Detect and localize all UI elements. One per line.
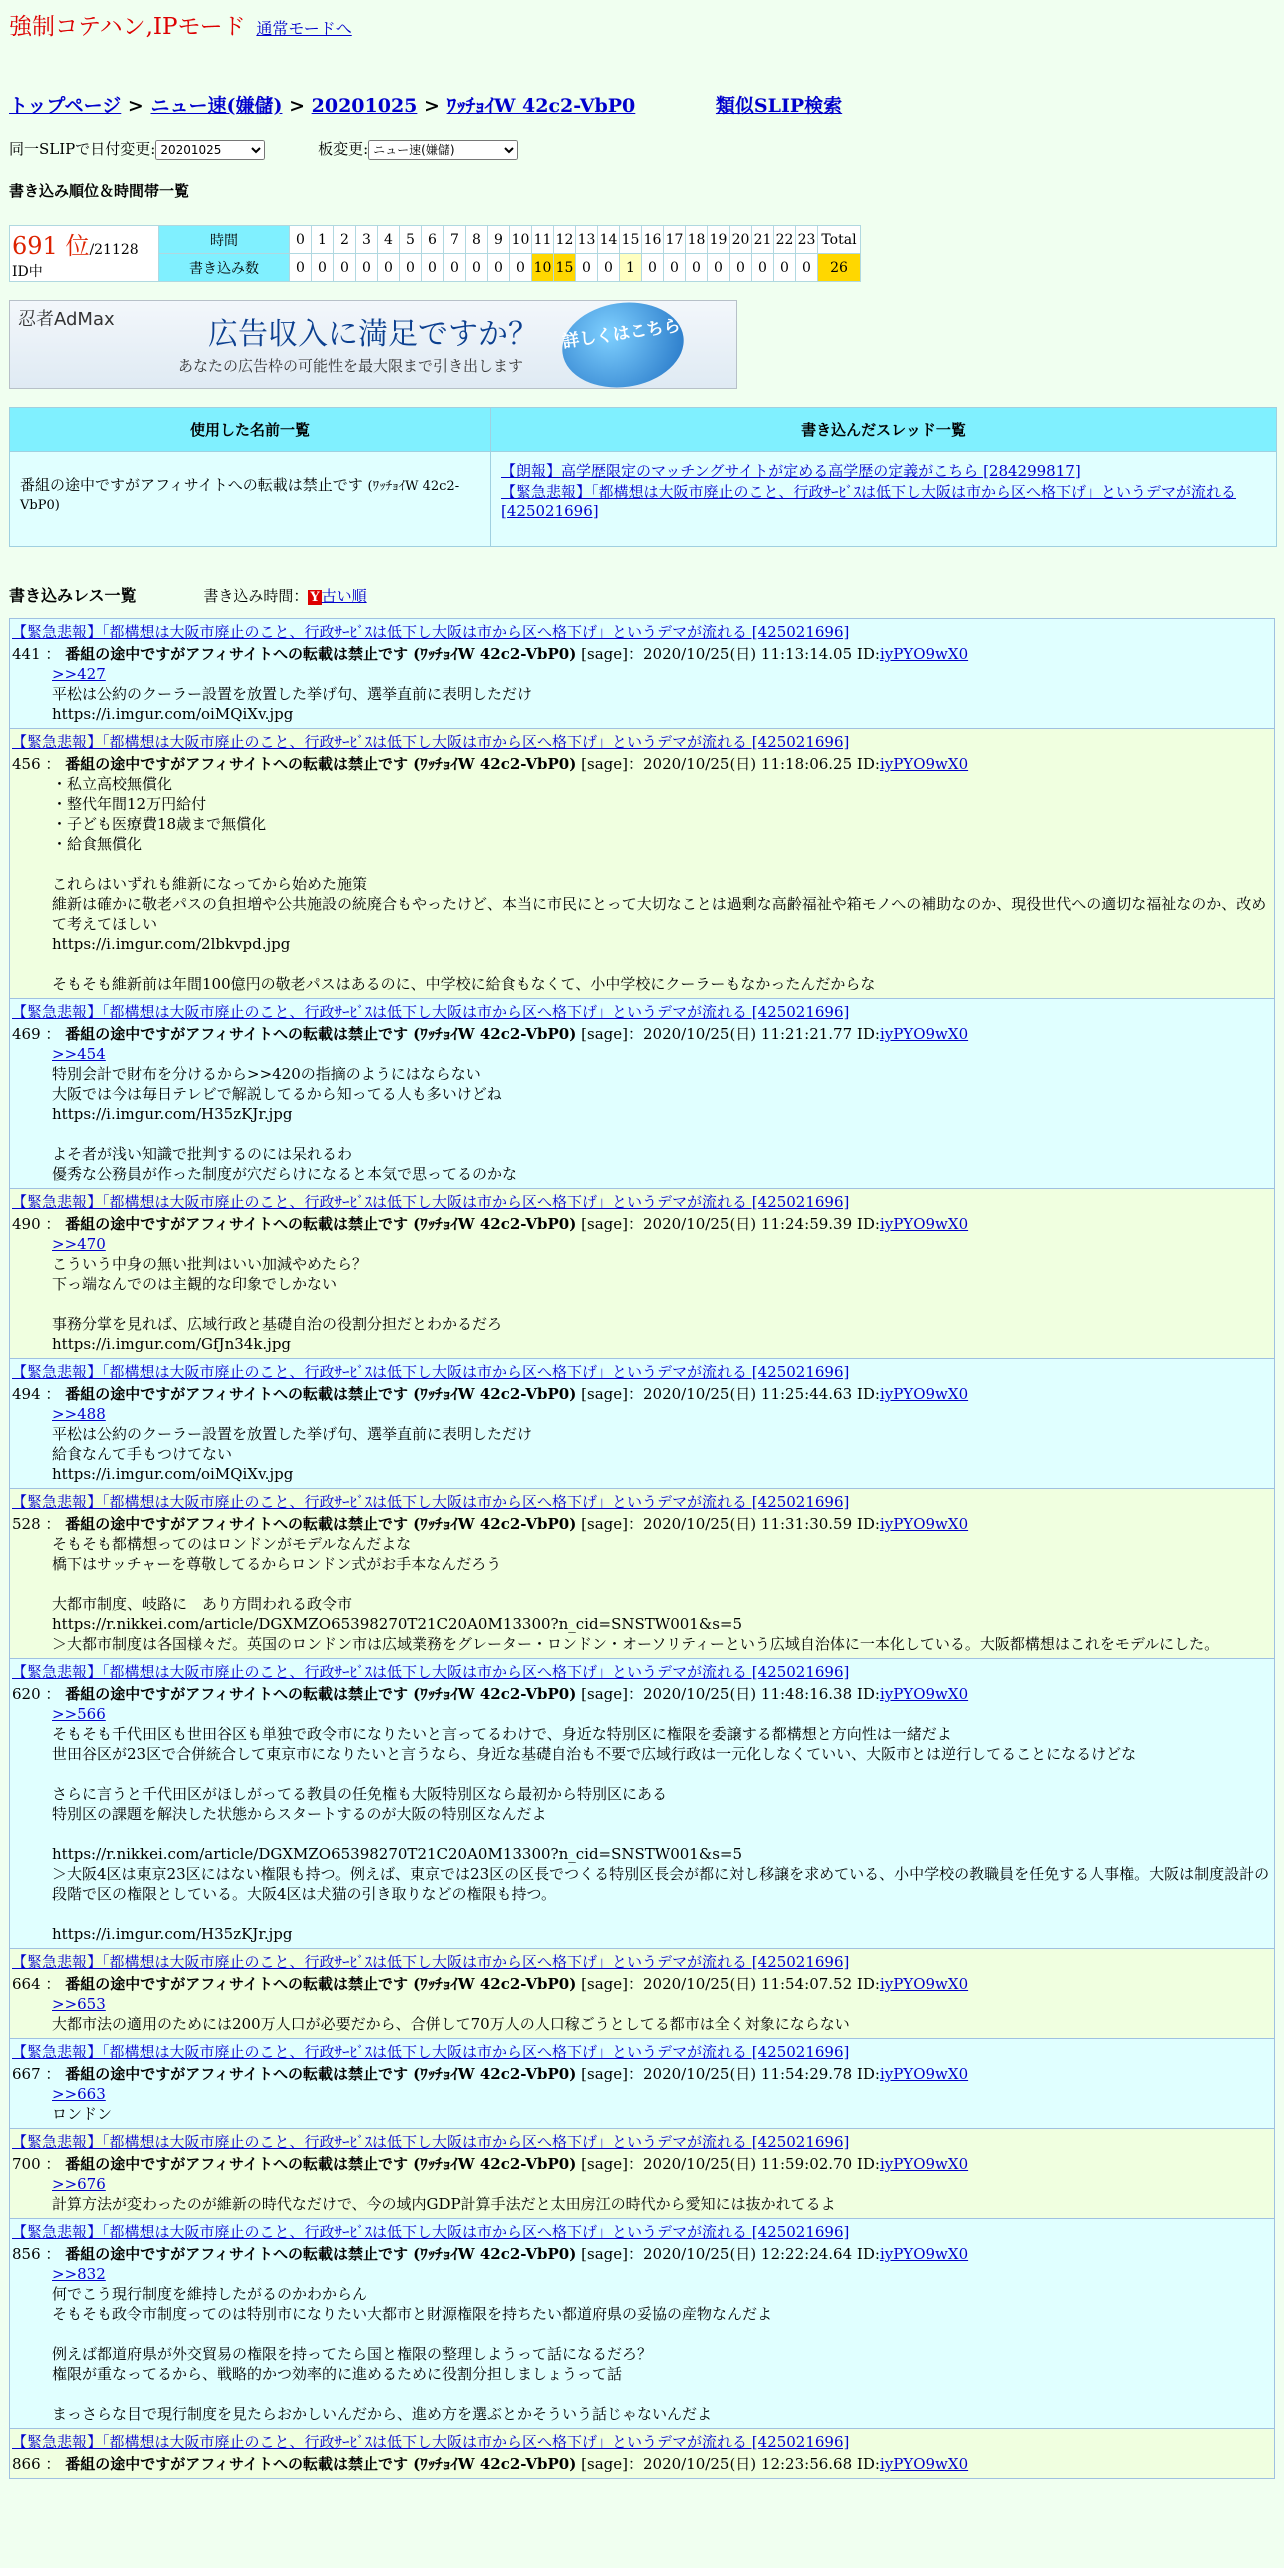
post: 【緊急悲報】「都構想は大阪市廃止のこと、行政ｻｰﾋﾞｽは低下し大阪は市から区へ格下げ」というデマが流れる [425021696] 456 ： 番組の途中ですがアフィサイトへの転載は禁止です (ﾜｯﾁｮｲW 42c2-VbP0) [sage]：2020/10/25(日) 11:18:06.25 ID:iyPYO9wX0 ・私立高校無償化 ・整代年間12万円給付 ・子ども医療費18歳まで無償化 ・給食無償化 これらはいずれも維新になってから始めた施策 維新は確かに敬老パスの負担増や公共施設の統廃合もやったけど、本当に市民にとって大切なことは過剰な高齢福祉や箱モノへの補助なのか、現役世代への適切な福祉なのか、改めて考えてほしい https://i.imgur.com/2lbkvpd.jpg そもそも維新前は年間100億円の敬老パスはあるのに、中学校に給食もなくて、小中学校にクーラーもなかったんだからな: [9, 729, 1275, 999]
post-sage: [sage]: [581, 2065, 628, 2083]
total-count: 26: [818, 254, 861, 282]
hour-cell: 1: [312, 226, 334, 254]
post-date: 2020/10/25(日) 11:54:07.52: [642, 1975, 853, 1993]
hour-cell: 8: [466, 226, 488, 254]
post-number: 664: [12, 1975, 41, 1993]
post-sage: [sage]: [581, 755, 628, 773]
post-date: 2020/10/25(日) 11:25:44.63: [642, 1385, 853, 1403]
count-cell: 0: [576, 254, 598, 282]
count-cell: 0: [598, 254, 620, 282]
hour-cell: 17: [664, 226, 686, 254]
count-cell: 0: [510, 254, 532, 282]
used-name: 番組の途中ですがアフィサイトへの転載は禁止です: [20, 476, 363, 494]
count-cell: 0: [444, 254, 466, 282]
post-thread-link[interactable]: 【緊急悲報】「都構想は大阪市廃止のこと、行政ｻｰﾋﾞｽは低下し大阪は市から区へ格下げ」というデマが流れる [425021696]: [12, 2043, 850, 2061]
rank-total: /21128 ID中: [12, 242, 139, 280]
count-label: 書き込み数: [159, 254, 290, 282]
post-thread-link[interactable]: 【緊急悲報】「都構想は大阪市廃止のこと、行政ｻｰﾋﾞｽは低下し大阪は市から区へ格下げ」というデマが流れる [425021696]: [12, 1663, 850, 1681]
responses-title: 書き込みレス一覧: [9, 586, 137, 605]
post: 【緊急悲報】「都構想は大阪市廃止のこと、行政ｻｰﾋﾞｽは低下し大阪は市から区へ格下げ」というデマが流れる [425021696] 664 ： 番組の途中ですがアフィサイトへの転載は禁止です (ﾜｯﾁｮｲW 42c2-VbP0) [sage]：2020/10/25(日) 11:54:07.52 ID:iyPYO9wX0 >>653 大都市法の適用のためには200万人口が必要だから、合併して70万人の人口稼ごうとしてる都市は全く対象にならない: [9, 1949, 1275, 2039]
reply-anchor-link[interactable]: >>653: [52, 1995, 106, 2013]
post-id-link[interactable]: iyPYO9wX0: [879, 1685, 969, 1703]
post-thread-link[interactable]: 【緊急悲報】「都構想は大阪市廃止のこと、行政ｻｰﾋﾞｽは低下し大阪は市から区へ格下げ」というデマが流れる [425021696]: [12, 1363, 850, 1381]
count-cell: 0: [400, 254, 422, 282]
post-sage: [sage]: [581, 2455, 628, 2473]
hour-cell: 0: [290, 226, 312, 254]
post-number: 856: [12, 2245, 41, 2263]
post: 【緊急悲報】「都構想は大阪市廃止のこと、行政ｻｰﾋﾞｽは低下し大阪は市から区へ格下げ」というデマが流れる [425021696] 866 ： 番組の途中ですがアフィサイトへの転載は禁止です (ﾜｯﾁｮｲW 42c2-VbP0) [sage]：2020/10/25(日) 12:23:56.68 ID:iyPYO9wX0: [9, 2429, 1275, 2479]
breadcrumb-separator: >: [424, 95, 440, 117]
post-body: 特別会計で財布を分けるから>>420の指摘のようにはならない 大阪では今は毎日テレビで解説してるから知ってる人も多いけどね https://i.imgur.com/H35zKJr.jpg よそ者が浅い知識で批判するのには呆れるわ 優秀な公務員が作った制度が穴だらけになると本気で思ってるのかな: [52, 1065, 518, 1183]
count-cell: 0: [796, 254, 818, 282]
post-sage: [sage]: [581, 2155, 628, 2173]
hour-cell: 23: [796, 226, 818, 254]
post-sage: [sage]: [581, 1385, 628, 1403]
hour-cell: 9: [488, 226, 510, 254]
post-id-link[interactable]: iyPYO9wX0: [879, 2455, 969, 2473]
post-author: 番組の途中ですがアフィサイトへの転載は禁止です (ﾜｯﾁｮｲW 42c2-VbP0): [65, 1515, 577, 1533]
names-threads-table: [9, 407, 1277, 547]
post-id-label: ID:: [856, 645, 880, 663]
post-date: 2020/10/25(日) 12:23:56.68: [642, 2455, 853, 2473]
post-sage: [sage]: [581, 645, 628, 663]
count-cell: 0: [488, 254, 510, 282]
breadcrumb: [9, 91, 1275, 118]
hours-row: [10, 226, 861, 254]
count-cell: 0: [378, 254, 400, 282]
breadcrumb-slip[interactable]: ﾜｯﾁｮｲW 42c2-VbP0: [446, 95, 636, 117]
hour-cell: 4: [378, 226, 400, 254]
breadcrumb-top[interactable]: トップページ: [9, 95, 122, 117]
ad-banner[interactable]: [9, 300, 737, 389]
count-cell: 0: [708, 254, 730, 282]
count-cell: 0: [334, 254, 356, 282]
similar-slip-search-link[interactable]: 類似SLIP検索: [715, 95, 843, 117]
name-cell: [10, 452, 491, 547]
count-cell: 0: [466, 254, 488, 282]
count-cell: 10: [532, 254, 554, 282]
hour-cell: 11: [532, 226, 554, 254]
post: 【緊急悲報】「都構想は大阪市廃止のこと、行政ｻｰﾋﾞｽは低下し大阪は市から区へ格下げ」というデマが流れる [425021696] 441 ： 番組の途中ですがアフィサイトへの転載は禁止です (ﾜｯﾁｮｲW 42c2-VbP0) [sage]：2020/10/25(日) 11:13:14.05 ID:iyPYO9wX0 >>427 平松は公約のクーラー設置を放置した挙げ句、選挙直前に表明しただけ https://i.imgur.com/oiMQiXv.jpg: [9, 618, 1275, 729]
post-body: 平松は公約のクーラー設置を放置した挙げ句、選挙直前に表明しただけ https://i.imgur.com/oiMQiXv.jpg: [52, 685, 533, 723]
post-number: 456: [12, 755, 41, 773]
post-id-label: ID:: [856, 1385, 880, 1403]
count-cell: 0: [422, 254, 444, 282]
post-sage: [sage]: [581, 1515, 628, 1533]
count-cell: 15: [554, 254, 576, 282]
post-date: 2020/10/25(日) 11:24:59.39: [642, 1215, 853, 1233]
post-id-label: ID:: [856, 2065, 880, 2083]
post-sage: [sage]: [581, 1215, 628, 1233]
post-id-link[interactable]: iyPYO9wX0: [879, 1385, 969, 1403]
reply-anchor-link[interactable]: >>566: [52, 1705, 106, 1723]
count-cell: 0: [686, 254, 708, 282]
post: 【緊急悲報】「都構想は大阪市廃止のこと、行政ｻｰﾋﾞｽは低下し大阪は市から区へ格下げ」というデマが流れる [425021696] 667 ： 番組の途中ですがアフィサイトへの転載は禁止です (ﾜｯﾁｮｲW 42c2-VbP0) [sage]：2020/10/25(日) 11:54:29.78 ID:iyPYO9wX0 >>663 ロンドン: [9, 2039, 1275, 2129]
reply-anchor-link[interactable]: >>488: [52, 1405, 106, 1423]
hour-cell: 22: [774, 226, 796, 254]
post-date: 2020/10/25(日) 11:31:30.59: [642, 1515, 853, 1533]
post-date: 2020/10/25(日) 11:54:29.78: [642, 2065, 853, 2083]
y-badge-icon: Y: [310, 590, 320, 605]
post-id-label: ID:: [856, 1515, 880, 1533]
post-thread-link[interactable]: 【緊急悲報】「都構想は大阪市廃止のこと、行政ｻｰﾋﾞｽは低下し大阪は市から区へ格下げ」というデマが流れる [425021696]: [12, 1193, 850, 1211]
hour-cell: 10: [510, 226, 532, 254]
hour-cell: 21: [752, 226, 774, 254]
post-thread-link[interactable]: 【緊急悲報】「都構想は大阪市廃止のこと、行政ｻｰﾋﾞｽは低下し大阪は市から区へ格下げ」というデマが流れる [425021696]: [12, 2433, 850, 2451]
post-number: 866: [12, 2455, 41, 2473]
rank-value: 691 位: [12, 232, 90, 260]
post-author: 番組の途中ですがアフィサイトへの転載は禁止です (ﾜｯﾁｮｲW 42c2-VbP0): [65, 645, 577, 663]
count-cell: 0: [752, 254, 774, 282]
mode-title: 強制コテハン,IPモード: [9, 14, 246, 40]
hour-cell: 6: [422, 226, 444, 254]
post-number: 494: [12, 1385, 41, 1403]
post-number: 620: [12, 1685, 41, 1703]
hour-cell: 12: [554, 226, 576, 254]
count-cell: 0: [312, 254, 334, 282]
hour-cell: 3: [356, 226, 378, 254]
count-cell: 1: [620, 254, 642, 282]
hour-cell: 14: [598, 226, 620, 254]
thread-link[interactable]: 【朗報】高学歴限定のマッチングサイトが定める高学歴の定義がこちら [284299817]: [501, 462, 1081, 480]
date-select[interactable]: [155, 140, 265, 160]
post-body: 計算方法が変わったのが維新の時代なだけで、今の域内GDP計算手法だと太田房江の時代から愛知には抜かれてるよ: [52, 2195, 836, 2213]
post-thread-link[interactable]: 【緊急悲報】「都構想は大阪市廃止のこと、行政ｻｰﾋﾞｽは低下し大阪は市から区へ格下げ」というデマが流れる [425021696]: [12, 2223, 850, 2241]
hour-cell: 7: [444, 226, 466, 254]
post-date: 2020/10/25(日) 12:22:24.64: [642, 2245, 853, 2263]
post: 【緊急悲報】「都構想は大阪市廃止のこと、行政ｻｰﾋﾞｽは低下し大阪は市から区へ格下げ」というデマが流れる [425021696] 469 ： 番組の途中ですがアフィサイトへの転載は禁止です (ﾜｯﾁｮｲW 42c2-VbP0) [sage]：2020/10/25(日) 11:21:21.77 ID:iyPYO9wX0 >>454 特別会計で財布を分けるから>>420の指摘のようにはならない 大阪では今は毎日テレビで解説してるから知ってる人も多いけどね https://i.imgur.com/H35zKJr.jpg よそ者が浅い知識で批判するのには呆れるわ 優秀な公務員が作った制度が穴だらけになると本気で思ってるのかな: [9, 999, 1275, 1189]
post-number: 441: [12, 645, 41, 663]
post-id-link[interactable]: iyPYO9wX0: [879, 1025, 969, 1043]
post-date: 2020/10/25(日) 11:18:06.25: [642, 755, 853, 773]
post-date: 2020/10/25(日) 11:59:02.70: [642, 2155, 853, 2173]
date-change-label: 同一SLIPで日付変更:: [9, 140, 156, 158]
post-number: 700: [12, 2155, 41, 2173]
post: 【緊急悲報】「都構想は大阪市廃止のこと、行政ｻｰﾋﾞｽは低下し大阪は市から区へ格下げ」というデマが流れる [425021696] 494 ： 番組の途中ですがアフィサイトへの転載は禁止です (ﾜｯﾁｮｲW 42c2-VbP0) [sage]：2020/10/25(日) 11:25:44.63 ID:iyPYO9wX0 >>488 平松は公約のクーラー設置を放置した挙げ句、選挙直前に表明しただけ 給食なんて手もつけてない https://i.imgur.com/oiMQiXv.jpg: [9, 1359, 1275, 1489]
post-date: 2020/10/25(日) 11:13:14.05: [642, 645, 853, 663]
breadcrumb-separator: >: [289, 95, 305, 117]
count-cell: 0: [774, 254, 796, 282]
hour-cell: 15: [620, 226, 642, 254]
post-id-link[interactable]: iyPYO9wX0: [879, 2065, 969, 2083]
post-body: 何でこう現行制度を維持したがるのかわからん そもそも政令市制度ってのは特別市になりたい大都市と財源権限を持ちたい都道府県の妥協の産物なんだよ 例えば都道府県が外交貿易の権限を持ってたら国と権限の整理しようって話になるだろ？ 権限が重なってるから、戦略的かつ効率的に進めるために役割分担しましょうって話 まっさらな目で現行制度を見たらおかしいんだから、進め方を選ぶとかそういう話じゃないんだよ: [52, 2285, 773, 2423]
post-body: 大都市法の適用のためには200万人口が必要だから、合併して70万人の人口稼ごうとしてる都市は全く対象にならない: [52, 2015, 850, 2033]
count-cell: 0: [664, 254, 686, 282]
post-id-link[interactable]: iyPYO9wX0: [879, 1215, 969, 1233]
reply-anchor-link[interactable]: >>454: [52, 1045, 106, 1063]
ranking-table: [9, 225, 861, 282]
post-id-label: ID:: [856, 1975, 880, 1993]
board-change-label: 板変更:: [318, 140, 369, 158]
post-author: 番組の途中ですがアフィサイトへの転載は禁止です (ﾜｯﾁｮｲW 42c2-VbP0): [65, 1975, 577, 1993]
responses-header: [9, 583, 1275, 606]
post-author: 番組の途中ですがアフィサイトへの転載は禁止です (ﾜｯﾁｮｲW 42c2-VbP0): [65, 755, 577, 773]
post-author: 番組の途中ですがアフィサイトへの転載は禁止です (ﾜｯﾁｮｲW 42c2-VbP0): [65, 2245, 577, 2263]
post-number: 528: [12, 1515, 41, 1533]
post-thread-link[interactable]: 【緊急悲報】「都構想は大阪市廃止のこと、行政ｻｰﾋﾞｽは低下し大阪は市から区へ格下げ」というデマが流れる [425021696]: [12, 623, 850, 641]
post-number: 667: [12, 2065, 41, 2083]
post-date: 2020/10/25(日) 11:21:21.77: [642, 1025, 853, 1043]
mode-header: [9, 8, 1275, 41]
reply-anchor-link[interactable]: >>832: [52, 2265, 106, 2283]
post-body: ・私立高校無償化 ・整代年間12万円給付 ・子ども医療費18歳まで無償化 ・給食無償化 これらはいずれも維新になってから始めた施策 維新は確かに敬老パスの負担増や公共施設の統廃合もやったけど、本当に市民にとって大切なことは過剰な高齢福祉や箱モノへの補助なのか、現役世代への適切な福祉なのか、改めて考えてほしい https://i.imgur.com/2lbkvpd.jpg そもそも維新前は年間100億円の敬老パスはあるのに、中学校に給食もなくて、小中学校にクーラーもなかったんだからな: [52, 775, 1267, 993]
posts-list: [9, 618, 1275, 2479]
breadcrumb-board[interactable]: ニュー速(嫌儲): [150, 95, 283, 117]
count-cell: 0: [730, 254, 752, 282]
select-bar: [9, 138, 1275, 160]
post-id-label: ID:: [856, 1215, 880, 1233]
post-id-link[interactable]: iyPYO9wX0: [879, 2155, 969, 2173]
post-id-link[interactable]: iyPYO9wX0: [879, 1975, 969, 1993]
post-number: 469: [12, 1025, 41, 1043]
hour-cell: 20: [730, 226, 752, 254]
write-time-label: 書き込み時間：: [203, 587, 309, 605]
hour-cell: 18: [686, 226, 708, 254]
post-author: 番組の途中ですがアフィサイトへの転載は禁止です (ﾜｯﾁｮｲW 42c2-VbP0): [65, 1685, 577, 1703]
board-select[interactable]: [368, 140, 518, 160]
post-body: 平松は公約のクーラー設置を放置した挙げ句、選挙直前に表明しただけ 給食なんて手もつけてない https://i.imgur.com/oiMQiXv.jpg: [52, 1425, 533, 1483]
threads-cell: [491, 452, 1277, 547]
count-cell: 0: [290, 254, 312, 282]
post-body: そもそも都構想ってのはロンドンがモデルなんだよな 橋下はサッチャーを尊敬してるからロンドン式がお手本なんだろう 大都市制度、岐路に あり方問われる政令市 https://r.nikkei.com/article/DGXMZO65398270T21C20A0M13300?n_cid=SNSTW001&s=5 ＞大都市制度は各国様々だ。英国のロンドン市は広域業務をグレーター・ロンドン・オーソリティーという広域自治体に一本化している。大阪都構想はこれをモデルにした。: [52, 1535, 1220, 1653]
ad-details-button[interactable]: 詳しくはこちら: [557, 300, 690, 389]
hour-cell: 19: [708, 226, 730, 254]
post-id-label: ID:: [856, 2455, 880, 2473]
breadcrumb-separator: >: [127, 95, 144, 117]
post-id-link[interactable]: iyPYO9wX0: [879, 2245, 969, 2263]
post-author: 番組の途中ですがアフィサイトへの転載は禁止です (ﾜｯﾁｮｲW 42c2-VbP0): [65, 1385, 577, 1403]
used-name-slip: (ﾜｯﾁｮｲW 42c2-VbP0): [20, 479, 460, 513]
post: 【緊急悲報】「都構想は大阪市廃止のこと、行政ｻｰﾋﾞｽは低下し大阪は市から区へ格下げ」というデマが流れる [425021696] 700 ： 番組の途中ですがアフィサイトへの転載は禁止です (ﾜｯﾁｮｲW 42c2-VbP0) [sage]：2020/10/25(日) 11:59:02.70 ID:iyPYO9wX0 >>676 計算方法が変わったのが維新の時代なだけで、今の域内GDP計算手法だと太田房江の時代から愛知には抜かれてるよ: [9, 2129, 1275, 2219]
normal-mode-link[interactable]: 通常モードへ: [256, 19, 352, 38]
ranking-section-title: 書き込み順位＆時間帯一覧: [9, 182, 190, 200]
hour-cell: 5: [400, 226, 422, 254]
post-thread-link[interactable]: 【緊急悲報】「都構想は大阪市廃止のこと、行政ｻｰﾋﾞｽは低下し大阪は市から区へ格下げ」というデマが流れる [425021696]: [12, 1953, 850, 1971]
reply-anchor-link[interactable]: >>676: [52, 2175, 106, 2193]
count-cell: 0: [356, 254, 378, 282]
post: 【緊急悲報】「都構想は大阪市廃止のこと、行政ｻｰﾋﾞｽは低下し大阪は市から区へ格下げ」というデマが流れる [425021696] 620 ： 番組の途中ですがアフィサイトへの転載は禁止です (ﾜｯﾁｮｲW 42c2-VbP0) [sage]：2020/10/25(日) 11:48:16.38 ID:iyPYO9wX0 >>566 そもそも千代田区も世田谷区も単独で政令市になりたいと言ってるわけで、身近な特別区に権限を委譲する都構想と方向性は一緒だよ 世田谷区が23区で合併統合して東京市になりたいと言うなら、身近な基礎自治も不要で広域行政は一元化しなくていい、大阪市とは逆行してることになるけどな さらに言うと千代田区がほしがってる教員の任免権も大阪特別区なら最初から特別区にある 特別区の課題を解決した状態からスタートするのが大阪の特別区なんだよ https://r.nikkei.com/article/DGXMZO65398270T21C20A0M13300?n_cid=SNSTW001&s=5 ＞大阪4区は東京23区にはない権限も持つ。例えば、東京では23区の区長でつくる特別区長会が都に対し移譲を求めている、小中学校の教職員を任免する人事権。大阪は制度設計の段階で区の権限としている。大阪4区は犬猫の引き取りなどの権限も持つ。 https://i.imgur.com/H35zKJr.jpg: [9, 1659, 1275, 1949]
ad-headline: 広告収入に満足ですか？: [208, 317, 538, 352]
names-header: 使用した名前一覧: [10, 408, 491, 452]
count-cell: 0: [642, 254, 664, 282]
post-author: 番組の途中ですがアフィサイトへの転載は禁止です (ﾜｯﾁｮｲW 42c2-VbP0): [65, 2155, 577, 2173]
reply-anchor-link[interactable]: >>427: [52, 665, 106, 683]
post-thread-link[interactable]: 【緊急悲報】「都構想は大阪市廃止のこと、行政ｻｰﾋﾞｽは低下し大阪は市から区へ格下げ」というデマが流れる [425021696]: [12, 2133, 850, 2151]
post-thread-link[interactable]: 【緊急悲報】「都構想は大阪市廃止のこと、行政ｻｰﾋﾞｽは低下し大阪は市から区へ格下げ」というデマが流れる [425021696]: [12, 1493, 850, 1511]
post-body: ロンドン: [52, 2105, 113, 2123]
ad-logo: 忍者AdMax: [18, 309, 115, 330]
ad-subtext: あなたの広告枠の可能性を最大限まで引き出します: [178, 357, 524, 375]
reply-anchor-link[interactable]: >>663: [52, 2085, 106, 2103]
post-id-link[interactable]: iyPYO9wX0: [879, 1515, 969, 1533]
post-author: 番組の途中ですがアフィサイトへの転載は禁止です (ﾜｯﾁｮｲW 42c2-VbP0): [65, 1025, 577, 1043]
post-id-link[interactable]: iyPYO9wX0: [879, 755, 969, 773]
post-id-label: ID:: [856, 2155, 880, 2173]
post-sage: [sage]: [581, 1025, 628, 1043]
post-body: そもそも千代田区も世田谷区も単独で政令市になりたいと言ってるわけで、身近な特別区に権限を委譲する都構想と方向性は一緒だよ 世田谷区が23区で合併統合して東京市になりたいと言うなら、身近な基礎自治も不要で広域行政は一元化しなくていい、大阪市とは逆行してることになるけどな さらに言うと千代田区がほしがってる教員の任免権も大阪特別区なら最初から特別区にある 特別区の課題を解決した状態からスタートするのが大阪の特別区なんだよ https://r.nikkei.com/article/DGXMZO65398270T21C20A0M13300?n_cid=SNSTW001&s=5 ＞大阪4区は東京23区にはない権限も持つ。例えば、東京では23区の区長でつくる特別区長会が都に対し移譲を求めている、小中学校の教職員を任免する人事権。大阪は制度設計の段階で区の権限としている。大阪4区は犬猫の引き取りなどの権限も持つ。 https://i.imgur.com/H35zKJr.jpg: [52, 1725, 1270, 1943]
post-thread-link[interactable]: 【緊急悲報】「都構想は大阪市廃止のこと、行政ｻｰﾋﾞｽは低下し大阪は市から区へ格下げ」というデマが流れる [425021696]: [12, 1003, 850, 1021]
thread-link[interactable]: 【緊急悲報】「都構想は大阪市廃止のこと、行政ｻｰﾋﾞｽは低下し大阪は市から区へ格下げ」というデマが流れる [425021696]: [501, 483, 1237, 520]
time-label: 時間: [159, 226, 290, 254]
reply-anchor-link[interactable]: >>470: [52, 1235, 106, 1253]
post: 【緊急悲報】「都構想は大阪市廃止のこと、行政ｻｰﾋﾞｽは低下し大阪は市から区へ格下げ」というデマが流れる [425021696] 856 ： 番組の途中ですがアフィサイトへの転載は禁止です (ﾜｯﾁｮｲW 42c2-VbP0) [sage]：2020/10/25(日) 12:22:24.64 ID:iyPYO9wX0 >>832 何でこう現行制度を維持したがるのかわからん そもそも政令市制度ってのは特別市になりたい大都市と財源権限を持ちたい都道府県の妥協の産物なんだよ 例えば都道府県が外交貿易の権限を持ってたら国と権限の整理しようって話になるだろ？ 権限が重なってるから、戦略的かつ効率的に進めるために役割分担しましょうって話 まっさらな目で現行制度を見たらおかしいんだから、進め方を選ぶとかそういう話じゃないんだよ: [9, 2219, 1275, 2429]
hour-cell: 16: [642, 226, 664, 254]
post-author: 番組の途中ですがアフィサイトへの転載は禁止です (ﾜｯﾁｮｲW 42c2-VbP0): [65, 1215, 577, 1233]
post-id-link[interactable]: iyPYO9wX0: [879, 645, 969, 663]
post-thread-link[interactable]: 【緊急悲報】「都構想は大阪市廃止のこと、行政ｻｰﾋﾞｽは低下し大阪は市から区へ格下げ」というデマが流れる [425021696]: [12, 733, 850, 751]
post-author: 番組の途中ですがアフィサイトへの転載は禁止です (ﾜｯﾁｮｲW 42c2-VbP0): [65, 2065, 577, 2083]
post-sage: [sage]: [581, 1975, 628, 1993]
post: 【緊急悲報】「都構想は大阪市廃止のこと、行政ｻｰﾋﾞｽは低下し大阪は市から区へ格下げ」というデマが流れる [425021696] 490 ： 番組の途中ですがアフィサイトへの転載は禁止です (ﾜｯﾁｮｲW 42c2-VbP0) [sage]：2020/10/25(日) 11:24:59.39 ID:iyPYO9wX0 >>470 こういう中身の無い批判はいい加減やめたら？ 下っ端なんでのは主観的な印象でしかない 事務分掌を見れば、広域行政と基礎自治の役割分担だとわかるだろ https://i.imgur.com/GfJn34k.jpg: [9, 1189, 1275, 1359]
hour-cell: 13: [576, 226, 598, 254]
threads-header: 書き込んだスレッド一覧: [491, 408, 1277, 452]
post-id-label: ID:: [856, 2245, 880, 2263]
sort-oldest-link[interactable]: 古い順: [321, 587, 367, 605]
post-id-label: ID:: [856, 1025, 880, 1043]
post: 【緊急悲報】「都構想は大阪市廃止のこと、行政ｻｰﾋﾞｽは低下し大阪は市から区へ格下げ」というデマが流れる [425021696] 528 ： 番組の途中ですがアフィサイトへの転載は禁止です (ﾜｯﾁｮｲW 42c2-VbP0) [sage]：2020/10/25(日) 11:31:30.59 ID:iyPYO9wX0 そもそも都構想ってのはロンドンがモデルなんだよな 橋下はサッチャーを尊敬してるからロンドン式がお手本なんだろう 大都市制度、岐路に あり方問われる政令市 https://r.nikkei.com/article/DGXMZO65398270T21C20A0M13300?n_cid=SNSTW001&s=5 ＞大都市制度は各国様々だ。英国のロンドン市は広域業務をグレーター・ロンドン・オーソリティーという広域自治体に一本化している。大阪都構想はこれをモデルにした。: [9, 1489, 1275, 1659]
post-id-label: ID:: [856, 1685, 880, 1703]
rank-cell: [10, 226, 159, 282]
total-header: Total: [818, 226, 861, 254]
post-sage: [sage]: [581, 2245, 628, 2263]
post-author: 番組の途中ですがアフィサイトへの転載は禁止です (ﾜｯﾁｮｲW 42c2-VbP0): [65, 2455, 577, 2473]
post-body: こういう中身の無い批判はいい加減やめたら？ 下っ端なんでのは主観的な印象でしかない 事務分掌を見れば、広域行政と基礎自治の役割分担だとわかるだろ https://i.imgur.com/GfJn34k.jpg: [52, 1255, 503, 1353]
post-number: 490: [12, 1215, 41, 1233]
post-id-label: ID:: [856, 755, 880, 773]
post-date: 2020/10/25(日) 11:48:16.38: [642, 1685, 853, 1703]
hour-cell: 2: [334, 226, 356, 254]
post-sage: [sage]: [581, 1685, 628, 1703]
breadcrumb-date[interactable]: 20201025: [311, 95, 418, 117]
